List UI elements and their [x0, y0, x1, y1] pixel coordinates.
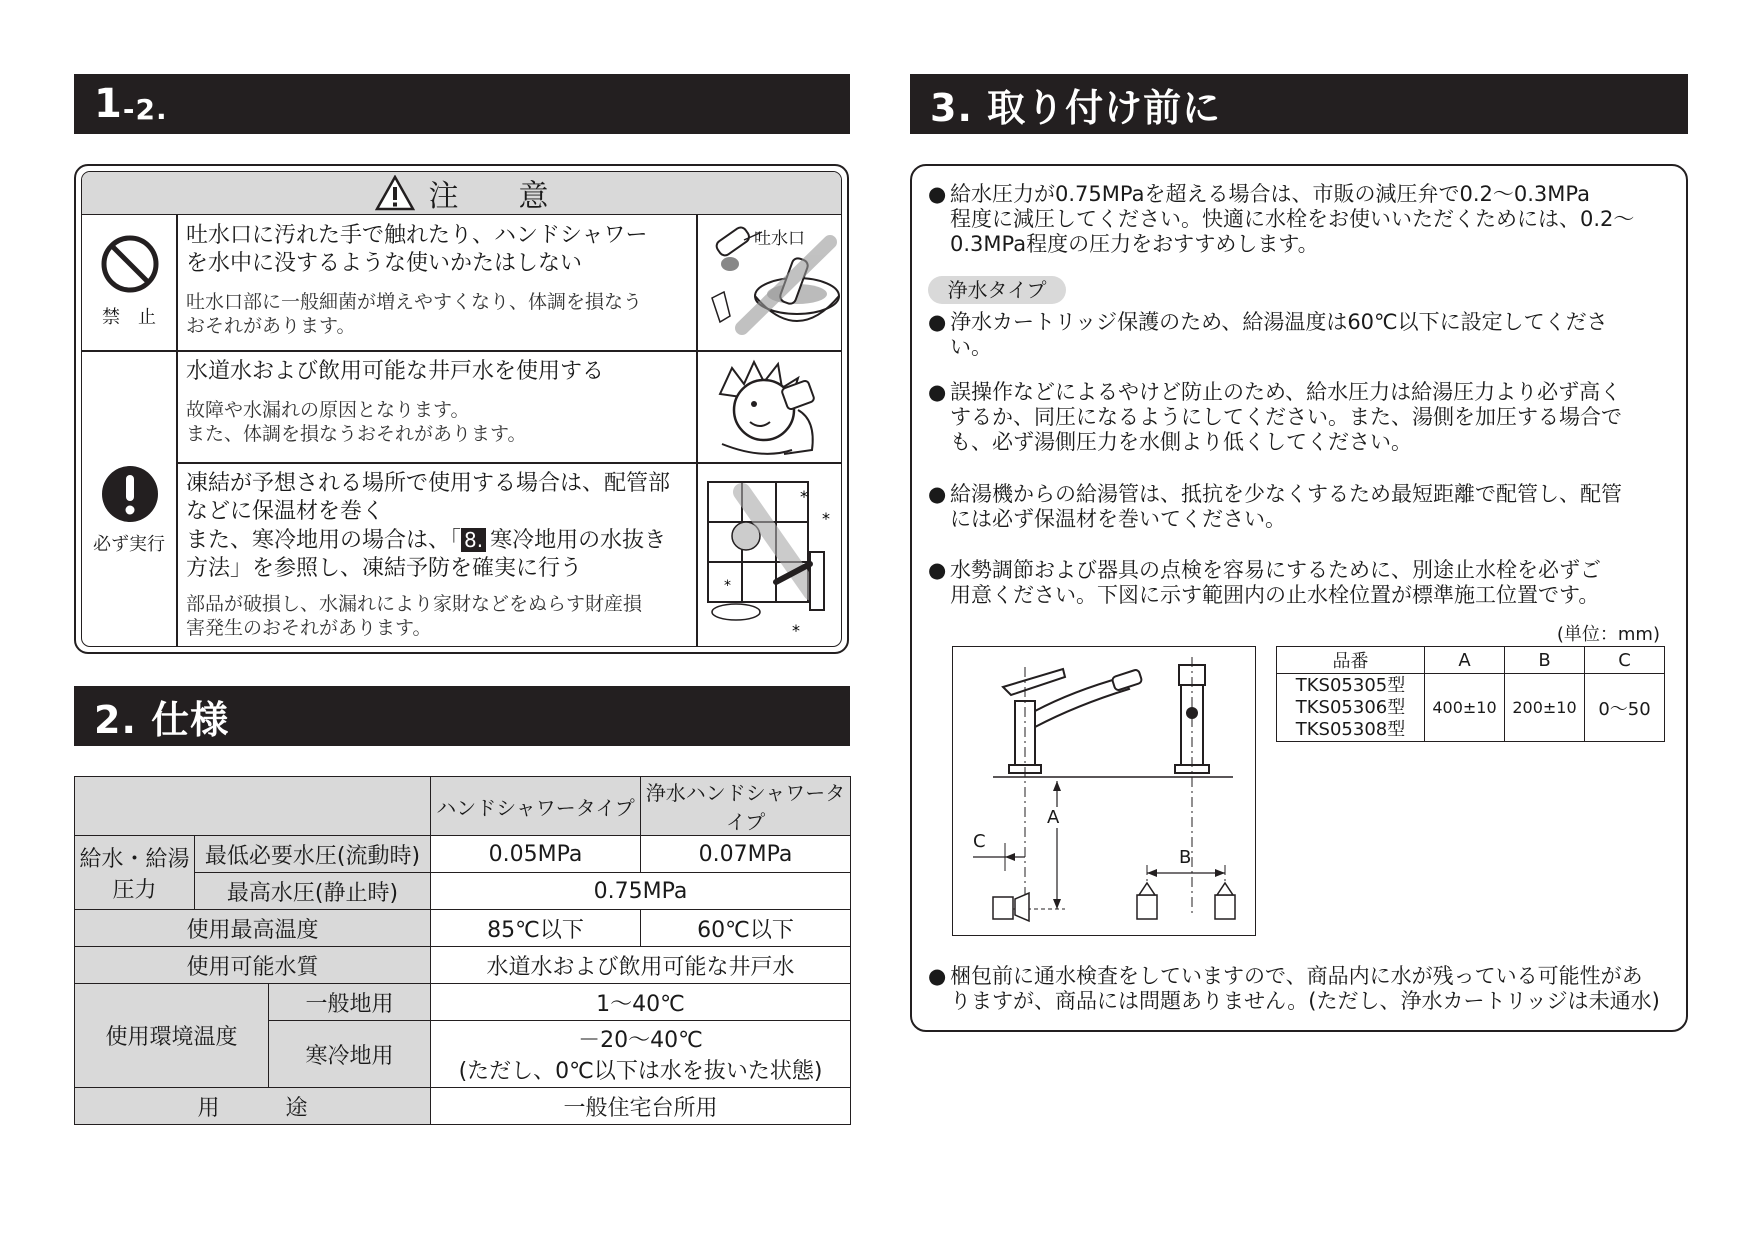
spec-corner-cell — [75, 777, 431, 836]
water-quality-value: 水道水および飲用可能な井戸水 — [431, 947, 851, 984]
paragraph-hot-water-pipe — [950, 482, 1695, 532]
caution-row1-note-line: おそれがあります。 — [186, 315, 356, 337]
caution-row3-heading — [186, 470, 670, 583]
spout-label: 吐水口 — [754, 229, 805, 249]
paragraph-stop-valve — [950, 558, 1695, 608]
max-pressure-label: 最高水圧(静止時) — [195, 873, 431, 910]
bullet-icon: ● — [928, 380, 947, 404]
svg-text:*: * — [792, 621, 800, 640]
cold-area-label: 寒冷地用 — [269, 1021, 431, 1088]
caution-row3-heading-line: などに保温材を巻く — [186, 499, 385, 524]
caution-divider — [82, 350, 841, 352]
paragraph-line: 誤操作などによるやけど防止のため、給水圧力は給湯圧力より必ず高く — [950, 380, 1622, 404]
drinking-person-illustration — [702, 354, 842, 458]
must-do-label: 必ず実行 — [93, 534, 165, 555]
dimension-table — [1276, 646, 1665, 742]
caution-divider — [696, 214, 698, 646]
pressure-group-label — [75, 836, 195, 910]
paragraph-burn-prevention — [950, 380, 1695, 455]
dimension-c-label: C — [973, 831, 986, 852]
caution-row3-heading-line: 方法」を参照し、凍結予防を確実に行う — [186, 556, 583, 581]
dim-header-model: 品番 — [1277, 647, 1425, 674]
bullet-icon: ● — [928, 310, 947, 334]
caution-row1-note — [186, 290, 642, 338]
cold-area-value-line: (ただし、0℃以下は水を抜いた状態) — [458, 1059, 823, 1084]
dim-b-value: 200±10 — [1505, 674, 1585, 742]
caution-title-band — [82, 172, 841, 215]
bullet-icon: ● — [928, 482, 947, 506]
section-2-header — [74, 686, 850, 746]
section-1-2-number: 1 — [94, 81, 123, 127]
caution-row3-note — [186, 592, 642, 640]
spout-illustration — [702, 218, 842, 346]
max-pressure-value: 0.75MPa — [431, 873, 851, 910]
cold-area-value — [431, 1021, 851, 1088]
caution-row3-heading-line — [186, 526, 670, 555]
paragraph-line: には必ず保温材を巻いてください。 — [950, 507, 1286, 531]
section-3-header — [910, 74, 1688, 134]
max-temp-jousui: 60℃以下 — [641, 910, 851, 947]
general-area-label: 一般地用 — [269, 984, 431, 1021]
caution-row3-heading-line: 凍結が予想される場所で使用する場合は、配管部 — [186, 471, 671, 496]
max-temp-label: 使用最高温度 — [75, 910, 431, 947]
spec-table — [74, 776, 851, 1125]
use-label: 用 途 — [75, 1088, 431, 1125]
paragraph-line: 梱包前に通水検査をしていますので、商品内に水が残っている可能性があ — [950, 964, 1643, 988]
min-pressure-hand: 0.05MPa — [431, 836, 641, 873]
person-drinking-icon — [702, 354, 842, 458]
caution-row1-heading-line: を水中に没するような使いかたはしない — [186, 251, 583, 276]
exclamation-icon — [100, 464, 160, 524]
dim-header-a: A — [1425, 647, 1505, 674]
bullet-icon: ● — [928, 964, 947, 988]
section-2-title: 2. 仕様 — [94, 697, 230, 742]
paragraph-line: 浄水カートリッジ保護のため、給湯温度は60℃以下に設定してくださ — [950, 310, 1608, 334]
cold-area-value-line: －20～40℃ — [578, 1028, 703, 1053]
caution-row3-heading-text: また、寒冷地用の場合は、「 — [186, 528, 462, 553]
paragraph-line: するか、同圧になるようにしてください。また、湯側を加圧する場合で — [950, 405, 1622, 429]
paragraph-line: 給湯機からの給湯管は、抵抗を少なくするため最短距離で配管し、配管 — [950, 482, 1622, 506]
max-temp-hand: 85℃以下 — [431, 910, 641, 947]
warning-triangle-icon — [375, 175, 415, 211]
section-3-title: 3. 取り付け前に — [930, 85, 1222, 130]
dimension-b-label: B — [1179, 847, 1192, 868]
paragraph-line: 用意ください。下図に示す範囲内の止水栓位置が標準施工位置です。 — [950, 583, 1600, 607]
general-area-value: 1～40℃ — [431, 984, 851, 1021]
frozen-window-illustration — [702, 472, 842, 647]
caution-row1-note-line: 吐水口部に一般細菌が増えやすくなり、体調を損なう — [186, 291, 643, 313]
caution-row3-note-line: 部品が破損し、水漏れにより家財などをぬらす財産損 — [186, 593, 643, 615]
dim-c-value: 0～50 — [1585, 674, 1665, 742]
col-hand-shower: ハンドシャワータイプ — [431, 777, 641, 836]
caution-row1-heading-line: 吐水口に汚れた手で触れたり、ハンドシャワー — [186, 223, 648, 248]
min-pressure-jousui: 0.07MPa — [641, 836, 851, 873]
bullet-icon: ● — [928, 182, 947, 206]
unit-label: (単位：mm) — [1556, 624, 1660, 645]
caution-row3-note-line: 害発生のおそれがあります。 — [186, 617, 432, 639]
caution-row2-note — [186, 398, 526, 446]
frozen-pipe-icon — [702, 472, 842, 647]
env-temp-label: 使用環境温度 — [75, 984, 269, 1088]
dim-a-value: 400±10 — [1425, 674, 1505, 742]
caution-row1-heading — [186, 222, 648, 278]
svg-text:*: * — [822, 509, 830, 528]
caution-row2-note-line: 故障や水漏れの原因となります。 — [186, 399, 470, 421]
paragraph-water-test — [950, 964, 1695, 1014]
use-value: 一般住宅台所用 — [431, 1088, 851, 1125]
caution-divider — [176, 462, 841, 464]
paragraph-line: も、必ず湯側圧力を水側より低くしてください。 — [950, 430, 1412, 454]
paragraph-line: 給水圧力が0.75MPaを超える場合は、市販の減圧弁で0.2～0.3MPa — [950, 182, 1590, 206]
model-number: TKS05305型 — [1295, 674, 1406, 696]
hand-shower-bowl-icon — [702, 218, 842, 346]
faucet-drawing — [953, 647, 1255, 935]
water-quality-label: 使用可能水質 — [75, 947, 431, 984]
paragraph-line: 水勢調節および器具の点検を容易にするために、別途止水栓を必ずご — [950, 558, 1601, 582]
caution-box — [74, 164, 849, 654]
prohibit-icon — [100, 234, 160, 294]
dim-header-c: C — [1585, 647, 1665, 674]
section-8-reference-badge[interactable]: 8. — [461, 528, 486, 552]
section-1-2-header — [74, 74, 850, 134]
model-number: TKS05306型 — [1295, 696, 1406, 718]
dimension-a-label: A — [1047, 807, 1060, 828]
caution-divider — [176, 214, 178, 646]
paragraph-line: 程度に減圧してください。快適に水栓をお使いいただくためには、0.2～ — [950, 207, 1635, 231]
paragraph-line: りますが、商品には問題ありません。(ただし、浄水カートリッジは未通水) — [950, 989, 1660, 1013]
paragraph-line: 0.3MPa程度の圧力をおすすめします。 — [950, 232, 1319, 256]
bullet-icon: ● — [928, 558, 947, 582]
jousui-type-tag: 浄水タイプ — [928, 276, 1066, 304]
faucet-position-diagram — [952, 646, 1256, 936]
prohibit-label: 禁 止 — [102, 307, 156, 328]
paragraph-cartridge — [950, 310, 1695, 360]
paragraph-supply-pressure — [950, 182, 1695, 257]
col-jousui-hand-shower: 浄水ハンドシャワータイプ — [641, 777, 851, 836]
dim-models-cell — [1277, 674, 1425, 742]
svg-text:*: * — [724, 578, 731, 594]
dim-header-b: B — [1505, 647, 1585, 674]
caution-row2-note-line: また、体調を損なうおそれがあります。 — [186, 423, 527, 445]
caution-title: 注 意 — [428, 179, 549, 214]
svg-text:*: * — [800, 487, 808, 506]
caution-row3-heading-text: 寒冷地用の水抜き — [490, 528, 667, 553]
caution-row2-heading: 水道水および飲用可能な井戸水を使用する — [186, 359, 605, 384]
section-1-2-suffix: -2. — [122, 92, 168, 126]
pressure-group-label-line: 圧力 — [112, 877, 157, 903]
min-pressure-label: 最低必要水圧(流動時) — [195, 836, 431, 873]
pressure-group-label-line: 給水・給湯 — [79, 846, 190, 872]
model-number: TKS05308型 — [1295, 718, 1406, 740]
paragraph-line: い。 — [950, 335, 992, 359]
